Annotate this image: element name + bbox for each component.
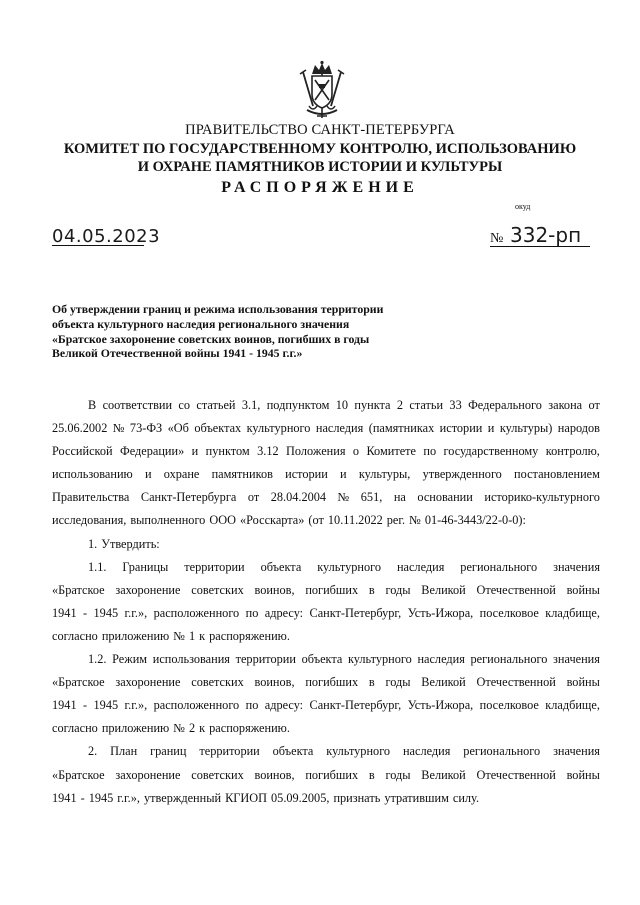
subject-line: объекта культурного наследия регионального значения — [52, 316, 350, 331]
body-line: 25.06.2002 № 73-ФЗ «Об объектах культурного наследия (памятниках истории и культуры) народов — [52, 421, 600, 436]
body-line: 2. План границ территории объекта культурного наследия регионального значения — [88, 744, 600, 759]
subject-line: Великой Отечественной войны 1941 - 1945 г.г.» — [52, 346, 303, 361]
body-line: Российской Федерации» и пунктом 3.12 Положения о Комитете по государственному контролю, — [52, 444, 600, 459]
body-paragraph — [52, 394, 600, 533]
document-number-value: 332-рп — [510, 223, 582, 247]
body-line: «Братское захоронение советских воинов, погибших в годы Великой Отечественной войны — [52, 582, 600, 597]
number-underline — [490, 246, 590, 247]
government-name: ПРАВИТЕЛЬСТВО САНКТ-ПЕТЕРБУРГА — [185, 122, 455, 138]
body-line: В соответствии со статьей 3.1, подпунктом 10 пункта 2 статьи 33 Федерального закона от — [88, 398, 600, 412]
coat-of-arms-icon — [297, 60, 347, 122]
body-line: «Братское захоронение советских воинов, погибших в годы Великой Отечественной войны — [52, 675, 600, 690]
body-line: 1.2. Режим использования территории объекта культурного наследия регионального значения — [88, 652, 600, 667]
body-paragraph — [52, 648, 600, 740]
okud-label: окуд — [515, 202, 531, 211]
body-line: использованию и охране памятников истории и культуры, утвержденного постановлением — [52, 467, 600, 482]
subject-line: «Братское захоронение советских воинов, погибших в годы — [52, 331, 370, 346]
document-date: 04.05.2023 — [52, 226, 161, 247]
body-line: 1941 - 1945 г.г.», расположенного по адресу: Санкт-Петербург, Усть-Ижора, поселковое кладбище, — [52, 605, 600, 620]
body-line: «Братское захоронение советских воинов, погибших в годы Великой Отечественной войны — [52, 767, 600, 782]
body-line: 1.1. Границы территории объекта культурного наследия регионального значения — [88, 559, 600, 574]
committee-name-line-1: КОМИТЕТ ПО ГОСУДАРСТВЕННОМУ КОНТРОЛЮ, ИСПОЛЬЗОВАНИЮ — [63, 141, 577, 157]
body-paragraph — [52, 556, 600, 648]
body-line: 1941 - 1945 г.г.», расположенного по адресу: Санкт-Петербург, Усть-Ижора, поселковое кладбище, — [52, 698, 600, 713]
subject-line: Об утверждении границ и режима использования территории — [52, 302, 384, 316]
document-body — [52, 394, 600, 810]
body-line: исследования, выполненного ООО «Росскарта» (от 10.11.2022 рег. № 01-46-3443/22-0-0): — [52, 513, 526, 528]
body-line: согласно приложению № 1 к распоряжению. — [52, 628, 290, 643]
body-paragraph — [52, 740, 600, 809]
body-line: 1941 - 1945 г.г.», утвержденный КГИОП 05.09.2005, признать утратившим силу. — [52, 790, 480, 805]
committee-name-line-2: И ОХРАНЕ ПАМЯТНИКОВ ИСТОРИИ И КУЛЬТУРЫ — [137, 159, 503, 175]
number-sign: № — [490, 231, 504, 246]
document-subject — [52, 302, 432, 361]
body-line: согласно приложению № 2 к распоряжению. — [52, 721, 290, 736]
body-line: Правительства Санкт-Петербурга от 28.04.2004 № 651, на основании историко-культурного — [52, 490, 600, 505]
date-underline — [52, 245, 144, 246]
document-type: РАСПОРЯЖЕНИЕ — [221, 179, 419, 196]
body-line: 1. Утвердить: — [88, 536, 160, 551]
body-paragraph — [52, 533, 600, 556]
